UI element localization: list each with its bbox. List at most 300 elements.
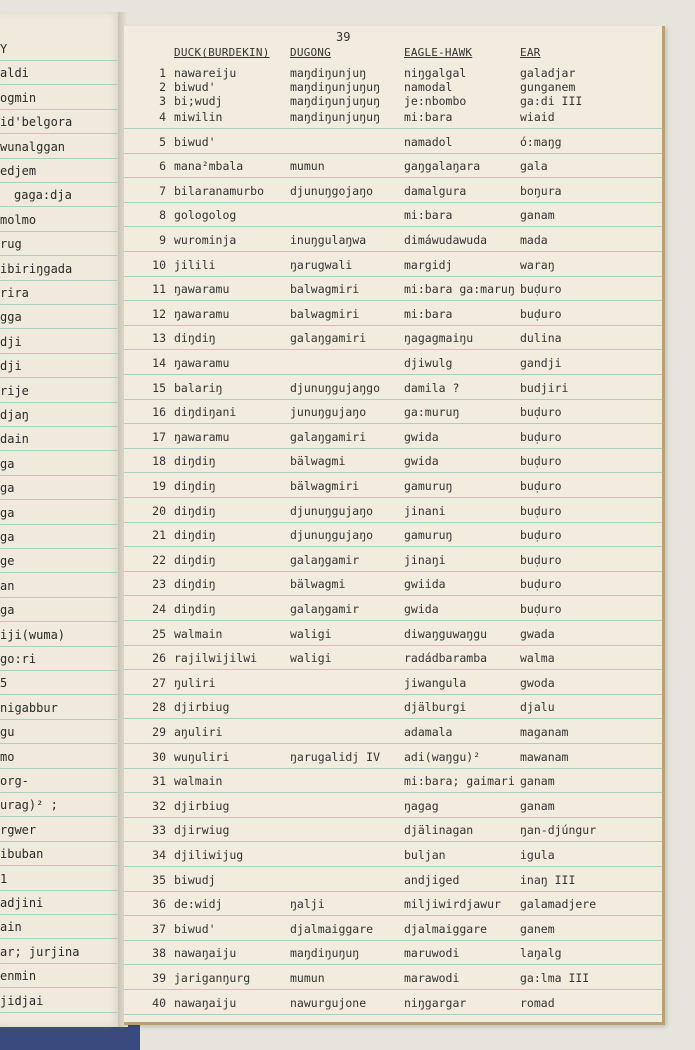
dugong-word: mumun bbox=[290, 971, 325, 985]
eagle-hawk-word: gwida bbox=[404, 602, 439, 616]
ruled-line bbox=[0, 280, 122, 281]
ruled-line bbox=[124, 423, 662, 424]
duck-word: mana²mbala bbox=[174, 159, 244, 174]
ruled-line bbox=[0, 816, 122, 817]
eagle-hawk-word: djälinagan bbox=[404, 823, 474, 838]
ear-word: buḍuro bbox=[520, 479, 562, 493]
table-row bbox=[124, 430, 662, 450]
eagle-hawk-word: jinani bbox=[404, 503, 446, 518]
table-row bbox=[124, 971, 662, 991]
duck-word: balariŋ bbox=[174, 380, 223, 395]
ear-word: buḍuro bbox=[520, 503, 562, 518]
eagle-hawk-word: dimáwudawuda bbox=[404, 233, 488, 247]
duck-word: wuŋuliri bbox=[174, 749, 230, 764]
ruled-line bbox=[124, 448, 662, 449]
entry-number: 34 bbox=[152, 848, 166, 862]
ruled-line bbox=[0, 231, 122, 232]
ear-word: ŋan-djúngur bbox=[520, 823, 597, 838]
duck-word: nawareiju bbox=[174, 66, 237, 80]
ear-word: mada bbox=[520, 233, 548, 247]
ruled-line bbox=[0, 719, 122, 720]
ear-word: ganam bbox=[520, 798, 555, 813]
table-row bbox=[124, 750, 662, 770]
duck-word: diŋdiŋani bbox=[174, 405, 237, 420]
eagle-hawk-word: gamuruŋ bbox=[404, 528, 453, 543]
eagle-hawk-word: jiwangula bbox=[404, 675, 467, 690]
ruled-line bbox=[124, 153, 662, 154]
entry-number: 35 bbox=[152, 872, 166, 887]
ear-word: ganam bbox=[520, 208, 555, 223]
ear-word: walma bbox=[520, 651, 555, 666]
entry-number: 32 bbox=[152, 798, 166, 813]
entry-number: 17 bbox=[152, 429, 166, 444]
duck-word: diŋdiŋ bbox=[174, 602, 216, 616]
ruled-line bbox=[0, 450, 122, 451]
ruled-line bbox=[0, 328, 122, 329]
dugong-word: waligi bbox=[290, 651, 332, 666]
ruled-line bbox=[124, 374, 662, 375]
ear-word: buḍuro bbox=[520, 282, 562, 297]
ear-word: buḍuro bbox=[520, 602, 562, 616]
ruled-line bbox=[124, 989, 662, 990]
left-page-entry: mo bbox=[0, 749, 15, 764]
ruled-line bbox=[124, 349, 662, 350]
table-row bbox=[124, 307, 662, 327]
entry-number: 7 bbox=[159, 183, 166, 198]
table-row bbox=[124, 823, 662, 843]
duck-word: jariganŋurg bbox=[174, 971, 251, 985]
eagle-hawk-word: niŋgalgal bbox=[404, 66, 467, 80]
ear-word: ga:di III bbox=[520, 94, 583, 108]
ruled-line bbox=[124, 866, 662, 867]
duck-word: gologolog bbox=[174, 208, 237, 223]
ear-word: dulina bbox=[520, 331, 562, 346]
left-page-entry: iji(wuma) bbox=[0, 627, 66, 642]
table-row bbox=[124, 676, 662, 696]
left-page-entry: gaga:dja bbox=[14, 188, 72, 203]
entry-number: 10 bbox=[152, 257, 166, 272]
entry-number: 19 bbox=[152, 479, 166, 493]
duck-word: diŋdiŋ bbox=[174, 454, 216, 469]
dugong-word: djunuŋgujaŋgo bbox=[290, 380, 381, 395]
duck-word: rajilwijilwi bbox=[174, 651, 258, 666]
eagle-hawk-word: maruwodi bbox=[404, 946, 460, 961]
entry-number: 27 bbox=[152, 675, 166, 690]
eagle-hawk-word: djalmaiggare bbox=[404, 921, 488, 936]
table-row bbox=[124, 553, 662, 573]
ruled-line bbox=[0, 938, 122, 939]
eagle-hawk-word: jinaŋi bbox=[404, 552, 446, 567]
duck-word: diŋdiŋ bbox=[174, 479, 216, 493]
dugong-word: inuŋgulaŋwa bbox=[290, 233, 367, 247]
right-page bbox=[124, 26, 665, 1025]
entry-number: 29 bbox=[152, 725, 166, 739]
table-row bbox=[124, 454, 662, 474]
duck-word: bilaranamurbo bbox=[174, 183, 265, 198]
dugong-word: bälwagmi bbox=[290, 577, 346, 592]
table-row bbox=[124, 577, 662, 597]
ruled-line bbox=[124, 300, 662, 301]
header-eagle-hawk: EAGLE-HAWK bbox=[404, 46, 473, 59]
eagle-hawk-word: ga:muruŋ bbox=[404, 405, 460, 420]
ear-word: boŋura bbox=[520, 183, 562, 198]
table-row bbox=[124, 700, 662, 720]
eagle-hawk-word: mi:bara bbox=[404, 306, 453, 321]
table-row bbox=[124, 184, 662, 204]
ear-word: laŋalg bbox=[520, 946, 562, 961]
ear-word: gala bbox=[520, 159, 548, 174]
ruled-line bbox=[0, 255, 122, 256]
ruled-line bbox=[124, 915, 662, 916]
table-row bbox=[124, 479, 662, 499]
ruled-line bbox=[124, 669, 662, 670]
table-row bbox=[124, 233, 662, 253]
ear-word: ga:lma III bbox=[520, 971, 590, 985]
ruled-line bbox=[124, 325, 662, 326]
ruled-line bbox=[0, 109, 122, 110]
ear-word: romad bbox=[520, 995, 555, 1010]
duck-word: walmain bbox=[174, 626, 223, 641]
entry-number: 26 bbox=[152, 651, 166, 666]
dugong-word: ŋarugalidj IV bbox=[290, 749, 381, 764]
entry-number: 20 bbox=[152, 503, 166, 518]
ruled-line bbox=[0, 914, 122, 915]
dugong-word: galaŋgamiri bbox=[290, 331, 367, 346]
table-row bbox=[124, 356, 662, 376]
duck-word: diŋdiŋ bbox=[174, 552, 216, 567]
eagle-hawk-word: djälburgi bbox=[404, 700, 467, 715]
duck-word: walmain bbox=[174, 774, 223, 789]
duck-word: biwud' bbox=[174, 80, 216, 94]
entry-number: 21 bbox=[152, 528, 166, 543]
dugong-word: bälwagmiri bbox=[290, 479, 360, 493]
duck-word: diŋdiŋ bbox=[174, 503, 216, 518]
ruled-line bbox=[124, 694, 662, 695]
duck-word: diŋdiŋ bbox=[174, 528, 216, 543]
ruled-line bbox=[124, 768, 662, 769]
dugong-word: maŋdiŋuŋuŋ bbox=[290, 946, 360, 961]
duck-word: djirbiug bbox=[174, 798, 230, 813]
left-page-entry: rgwer bbox=[0, 822, 37, 837]
eagle-hawk-word: namadol bbox=[404, 134, 453, 149]
dugong-word: mumun bbox=[290, 159, 325, 174]
left-page-entry: Y bbox=[0, 42, 8, 56]
eagle-hawk-word: gaŋgalaŋara bbox=[404, 159, 481, 174]
ruled-line bbox=[0, 182, 122, 183]
duck-word: biwud' bbox=[174, 134, 216, 149]
entry-number: 38 bbox=[152, 946, 166, 961]
ear-word: buḍuro bbox=[520, 528, 562, 543]
table-row bbox=[124, 725, 662, 745]
left-page-entry: enmin bbox=[0, 969, 37, 984]
ruled-line bbox=[124, 595, 662, 596]
duck-word: miwilin bbox=[174, 110, 223, 124]
table-row bbox=[124, 946, 662, 966]
ruled-line bbox=[0, 304, 122, 305]
duck-word: nawaŋaiju bbox=[174, 946, 237, 961]
eagle-hawk-word: buljan bbox=[404, 848, 446, 862]
table-row bbox=[124, 331, 662, 351]
duck-word: biwudj bbox=[174, 872, 216, 887]
entry-number: 12 bbox=[152, 306, 166, 321]
table-row bbox=[124, 381, 662, 401]
left-page-entry: ge bbox=[0, 554, 15, 569]
ear-word: buḍuro bbox=[520, 454, 562, 469]
ear-word: galamadjere bbox=[520, 897, 597, 912]
ruled-line bbox=[124, 645, 662, 646]
table-row bbox=[124, 208, 662, 228]
dugong-word: djalmaiggare bbox=[290, 921, 374, 936]
entry-number: 22 bbox=[152, 552, 166, 567]
dugong-word: galaŋgamir bbox=[290, 602, 360, 616]
ear-word: ganem bbox=[520, 921, 555, 936]
dugong-word: ŋarugwali bbox=[290, 257, 353, 272]
left-page-entry: edjem bbox=[0, 164, 37, 178]
duck-word: ŋuliri bbox=[174, 675, 216, 690]
ruled-line bbox=[124, 571, 662, 572]
ruled-line bbox=[0, 377, 122, 378]
ear-word: ó:maŋg bbox=[520, 134, 562, 149]
eagle-hawk-word: gwida bbox=[404, 429, 439, 444]
ruled-line bbox=[124, 1014, 662, 1015]
dugong-word: junuŋgujaŋo bbox=[290, 405, 367, 420]
dugong-word: maŋdiŋunjuŋ bbox=[290, 66, 367, 80]
eagle-hawk-word: je:nbombo bbox=[404, 94, 467, 108]
ear-word: buḍuro bbox=[520, 306, 562, 321]
table-row bbox=[124, 504, 662, 524]
ear-word: maganam bbox=[520, 725, 569, 739]
duck-word: biwud' bbox=[174, 921, 216, 936]
eagle-hawk-word: ŋagagmaiŋu bbox=[404, 331, 474, 346]
duck-word: wurominja bbox=[174, 233, 237, 247]
ruled-line bbox=[124, 251, 662, 252]
entry-number: 16 bbox=[152, 405, 166, 420]
ruled-line bbox=[0, 402, 122, 403]
left-page-entry: ga bbox=[0, 530, 15, 544]
ruled-line bbox=[0, 158, 122, 159]
entry-number: 1 bbox=[159, 66, 166, 80]
ruled-line bbox=[124, 891, 662, 892]
ruled-line bbox=[0, 475, 122, 476]
header-dugong: DUGONG bbox=[290, 46, 331, 59]
eagle-hawk-word: damila ? bbox=[404, 380, 460, 395]
table-row bbox=[124, 848, 662, 868]
ear-word: gunganem bbox=[520, 80, 576, 94]
table-row bbox=[124, 897, 662, 917]
ruled-line bbox=[0, 60, 122, 61]
table-row bbox=[124, 135, 662, 155]
entry-number: 8 bbox=[159, 208, 166, 223]
ear-word: inaŋ III bbox=[520, 872, 576, 887]
ear-word: buḍuro bbox=[520, 577, 562, 592]
entry-number: 24 bbox=[152, 602, 166, 616]
duck-word: diŋdiŋ bbox=[174, 577, 216, 592]
ruled-line bbox=[124, 743, 662, 744]
ear-word: waraŋ bbox=[520, 257, 555, 272]
table-row bbox=[124, 258, 662, 278]
dugong-word: galaŋgamir bbox=[290, 552, 360, 567]
left-page-entry: rug bbox=[0, 237, 22, 252]
table-row bbox=[124, 627, 662, 647]
left-page-entry: ogmin bbox=[0, 90, 37, 105]
left-page-entry: dain bbox=[0, 432, 29, 447]
entry-number: 40 bbox=[152, 995, 166, 1010]
eagle-hawk-word: mi:bara; gaimari bbox=[404, 774, 515, 789]
dugong-word: maŋdiŋunjuŋuŋ bbox=[290, 80, 381, 94]
entry-number: 15 bbox=[152, 380, 166, 395]
entry-number: 31 bbox=[152, 774, 166, 789]
table-row bbox=[124, 873, 662, 893]
left-page-entry: aldi bbox=[0, 66, 29, 81]
left-page-entry: urag)² ; bbox=[0, 798, 58, 813]
duck-word: jilili bbox=[174, 257, 216, 272]
duck-word: nawaŋaiju bbox=[174, 995, 237, 1010]
left-page-entry: gga bbox=[0, 310, 22, 325]
ruled-line bbox=[124, 202, 662, 203]
ruled-line bbox=[0, 597, 122, 598]
duck-word: djiliwijug bbox=[174, 848, 244, 862]
entry-number: 30 bbox=[152, 749, 166, 764]
ruled-line bbox=[0, 548, 122, 549]
dugong-word: maŋdiŋunjuŋuŋ bbox=[290, 94, 381, 108]
left-page-entry: nigabbur bbox=[0, 700, 58, 715]
entry-number: 5 bbox=[159, 134, 166, 149]
ruled-line bbox=[0, 963, 122, 964]
ruled-line bbox=[124, 792, 662, 793]
table-row bbox=[124, 405, 662, 425]
ruled-line bbox=[124, 472, 662, 473]
duck-word: ŋawaramu bbox=[174, 356, 230, 370]
eagle-hawk-word: andjiged bbox=[404, 872, 460, 887]
left-page-entry: rira bbox=[0, 286, 29, 300]
eagle-hawk-word: ŋagag bbox=[404, 798, 439, 813]
ruled-line bbox=[0, 646, 122, 647]
left-page bbox=[0, 12, 122, 1027]
entry-number: 3 bbox=[159, 94, 166, 108]
ruled-line bbox=[124, 940, 662, 941]
ear-word: gwoda bbox=[520, 675, 555, 690]
ruled-line bbox=[0, 621, 122, 622]
ruled-line bbox=[124, 817, 662, 818]
ruled-line bbox=[124, 226, 662, 227]
ear-word: budjiri bbox=[520, 380, 569, 395]
duck-word: de:widj bbox=[174, 897, 223, 912]
duck-word: ŋawaramu bbox=[174, 282, 230, 297]
dugong-word: nawurgujone bbox=[290, 995, 367, 1010]
table-row bbox=[124, 774, 662, 794]
entry-number: 2 bbox=[159, 80, 166, 94]
ear-word: ganam bbox=[520, 774, 555, 789]
left-page-entry: an bbox=[0, 578, 15, 593]
table-row bbox=[124, 996, 662, 1016]
left-page-entry: ga bbox=[0, 603, 15, 618]
ruled-line bbox=[0, 572, 122, 573]
ear-word: galadjar bbox=[520, 66, 576, 80]
ear-word: igula bbox=[520, 848, 555, 862]
ear-word: gwada bbox=[520, 626, 555, 641]
eagle-hawk-word: mi:bara bbox=[404, 208, 453, 223]
eagle-hawk-word: damalgura bbox=[404, 183, 467, 198]
left-page-entry: wunalggan bbox=[0, 139, 66, 154]
eagle-hawk-word: mi:bara ga:maruŋ bbox=[404, 282, 515, 297]
table-row bbox=[124, 602, 662, 622]
entry-number: 9 bbox=[159, 233, 166, 247]
left-page-entry: 5 bbox=[0, 676, 8, 691]
ruled-line bbox=[0, 499, 122, 500]
left-page-entry: org- bbox=[0, 774, 29, 788]
ear-word: djalu bbox=[520, 700, 555, 715]
left-page-entry: ar; jurjina bbox=[0, 944, 80, 959]
ear-word: buḍuro bbox=[520, 405, 562, 420]
dugong-word: galaŋgamiri bbox=[290, 429, 367, 444]
left-page-entry: go:ri bbox=[0, 652, 37, 666]
ruled-line bbox=[124, 546, 662, 547]
left-page-entry: id'belgora bbox=[0, 115, 73, 130]
eagle-hawk-word: diwaŋguwaŋgu bbox=[404, 626, 488, 641]
dugong-word: balwagmiri bbox=[290, 306, 360, 321]
eagle-hawk-word: mi:bara bbox=[404, 110, 453, 124]
ruled-line bbox=[0, 841, 122, 842]
left-page-entry: dji bbox=[0, 359, 22, 374]
eagle-hawk-word: margidj bbox=[404, 257, 453, 272]
dugong-word: waligi bbox=[290, 626, 332, 641]
dugong-word: djunuŋgojaŋo bbox=[290, 183, 374, 198]
ear-word: buḍuro bbox=[520, 429, 562, 444]
ruled-line bbox=[0, 524, 122, 525]
ruled-line bbox=[0, 792, 122, 793]
ear-word: mawanam bbox=[520, 749, 569, 764]
ruled-line bbox=[0, 670, 122, 671]
table-row bbox=[124, 922, 662, 942]
eagle-hawk-word: djiwulg bbox=[404, 356, 453, 370]
duck-word: diŋdiŋ bbox=[174, 331, 216, 346]
eagle-hawk-word: radádbaramba bbox=[404, 651, 488, 666]
entry-number: 14 bbox=[152, 356, 166, 370]
ruled-line bbox=[0, 426, 122, 427]
ruled-line bbox=[0, 84, 122, 85]
eagle-hawk-word: gwida bbox=[404, 454, 439, 469]
left-page-entry: jidjai bbox=[0, 993, 44, 1008]
header-duck: DUCK(BURDEKIN) bbox=[174, 46, 270, 59]
dugong-word: ŋalji bbox=[290, 897, 325, 912]
ruled-line bbox=[0, 743, 122, 744]
eagle-hawk-word: adamala bbox=[404, 725, 453, 739]
left-page-entry: ain bbox=[0, 920, 22, 935]
entry-number: 37 bbox=[152, 921, 166, 936]
table-row bbox=[124, 528, 662, 548]
table-row bbox=[124, 282, 662, 302]
left-page-entry: 1 bbox=[0, 871, 8, 886]
header-ear: EAR bbox=[520, 46, 541, 59]
page-number: 39 bbox=[336, 30, 351, 44]
eagle-hawk-word: gamuruŋ bbox=[404, 479, 453, 493]
ruled-line bbox=[124, 964, 662, 965]
ruled-line bbox=[0, 206, 122, 207]
ruled-line bbox=[0, 1012, 122, 1013]
entry-number: 18 bbox=[152, 454, 166, 469]
duck-word: aŋuliri bbox=[174, 725, 223, 739]
entry-number: 4 bbox=[159, 110, 166, 124]
left-page-entry: ibiriŋgada bbox=[0, 261, 73, 276]
left-page-entry: rije bbox=[0, 383, 29, 398]
left-page-entry: molmo bbox=[0, 212, 37, 227]
ruled-line bbox=[0, 987, 122, 988]
eagle-hawk-word: gwiida bbox=[404, 577, 446, 592]
entry-number: 28 bbox=[152, 700, 166, 715]
ruled-line bbox=[0, 353, 122, 354]
ruled-line bbox=[0, 694, 122, 695]
ear-word: gandji bbox=[520, 356, 562, 370]
